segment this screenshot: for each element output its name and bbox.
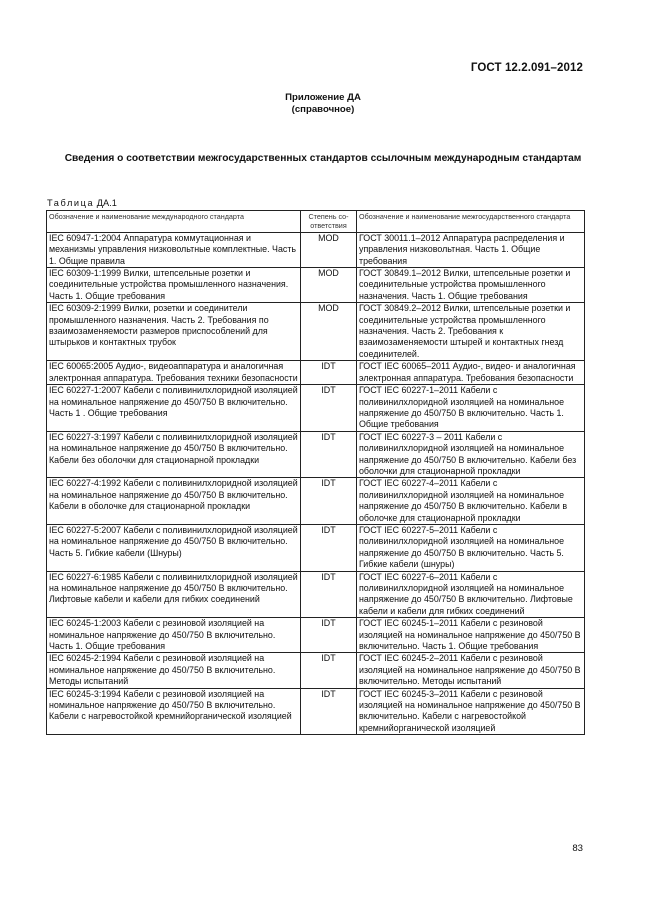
cell-degree: IDT xyxy=(301,618,357,653)
cell-international: IEC 60227-4:1992 Кабели с поливинилхлоридной изоляцией на номинальное напряжение до 450/750 В включительно. Кабели в оболочке для стационарной прокладки xyxy=(47,478,301,525)
cell-international: IEC 60245-2:1994 Кабели с резиновой изоляцией на номинальное напряжение до 450/750 В включительно. Методы испытаний xyxy=(47,653,301,688)
table-row xyxy=(47,385,585,432)
cell-degree: IDT xyxy=(301,524,357,571)
cell-degree: MOD xyxy=(301,303,357,361)
table-row xyxy=(47,688,585,735)
cell-interstate: ГОСТ IEC 60245-3–2011 Кабели с резиновой изоляцией на номинальное напряжение до 450/750 В включительно. Кабели с нагревостойкой кремнийорганической изоляцией xyxy=(357,688,585,735)
column-header-international: Обозначение и наименование международного стандарта xyxy=(47,211,301,233)
cell-international: IEC 60227-3:1997 Кабели с поливинилхлоридной изоляцией на номинальное напряжение до 450/750 В включительно. Кабели без оболочки для стационарной прокладки xyxy=(47,431,301,478)
standard-code: ГОСТ 12.2.091–2012 xyxy=(470,62,583,74)
cell-degree: IDT xyxy=(301,478,357,525)
page-number: 83 xyxy=(572,843,583,854)
cell-degree: IDT xyxy=(301,385,357,432)
table-body xyxy=(47,232,585,734)
table-row xyxy=(47,653,585,688)
cell-international: IEC 60245-1:2003 Кабели с резиновой изоляцией на номинальное напряжение до 450/750 В включительно. Часть 1. Общие требования xyxy=(47,618,301,653)
table-row xyxy=(47,524,585,571)
table-row xyxy=(47,232,585,267)
cell-degree: MOD xyxy=(301,268,357,303)
correspondence-table xyxy=(46,210,585,735)
appendix-title: Приложение ДА xyxy=(285,92,361,103)
table-caption-number: ДА.1 xyxy=(94,198,117,208)
cell-interstate: ГОСТ 30849.1–2012 Вилки, штепсельные розетки и соединительные устройства промышленного назначения. Часть 1. Общие требования xyxy=(357,268,585,303)
table-row xyxy=(47,268,585,303)
table-caption-prefix: Таблица xyxy=(47,198,95,208)
column-header-degree: Степень со-ответствия xyxy=(301,211,357,233)
cell-degree: IDT xyxy=(301,431,357,478)
cell-interstate: ГОСТ 30849.2–2012 Вилки, штепсельные розетки и соединительные устройства промышленного назначения. Часть 2. Требования к взаимозаменяемости штырей и контактных гнезд соединителей. xyxy=(357,303,585,361)
table-row xyxy=(47,303,585,361)
appendix-heading xyxy=(0,92,646,116)
cell-international: IEC 60227-6:1985 Кабели с поливинилхлоридной изоляцией на номинальное напряжение до 450/750 В включительно. Лифтовые кабели и кабели для гибких соединений xyxy=(47,571,301,618)
cell-interstate: ГОСТ IEC 60227-5–2011 Кабели с поливинилхлоридной изоляцией на номинальное напряжение до 450/750 В включительно. Часть 5. Гибкие кабели (шнуры) xyxy=(357,524,585,571)
cell-interstate: ГОСТ IEC 60227-1–2011 Кабели с поливинилхлоридной изоляцией на номинальное напряжение до 450/750 В включительно. Часть 1. Общие требования xyxy=(357,385,585,432)
cell-international: IEC 60227-1:2007 Кабели с поливинилхлоридной изоляцией на номинальное напряжение до 450/750 В включительно. Часть 1 . Общие требования xyxy=(47,385,301,432)
table-header-row xyxy=(47,211,585,233)
table-caption xyxy=(47,198,117,208)
cell-international: IEC 60309-1:1999 Вилки, штепсельные розетки и соединительные устройства промышленного назначения. Часть 1. Общие требования xyxy=(47,268,301,303)
cell-international: IEC 60947-1:2004 Аппаратура коммутационная и механизмы управления низковольтные комплектные. Часть 1. Общие правила xyxy=(47,232,301,267)
table-row xyxy=(47,431,585,478)
cell-interstate: ГОСТ IEC 60245-2–2011 Кабели с резиновой изоляцией на номинальное напряжение до 450/750 В включительно. Методы испытаний xyxy=(357,653,585,688)
appendix-subtitle: (справочное) xyxy=(291,104,355,115)
cell-degree: IDT xyxy=(301,653,357,688)
table-row xyxy=(47,618,585,653)
page-title: Сведения о соответствии межгосударственных стандартов ссылочным международным стандартам xyxy=(64,153,582,164)
column-header-interstate: Обозначение и наименование межгосударственного стандарта xyxy=(357,211,585,233)
cell-international: IEC 60227-5:2007 Кабели с поливинилхлоридной изоляцией на номинальное напряжение до 450/750 В включительно. Часть 5. Гибкие кабели (Шнуры) xyxy=(47,524,301,571)
cell-interstate: ГОСТ IEC 60065–2011 Аудио-, видео- и аналогичная электронная аппаратура. Требования безопасности xyxy=(357,361,585,385)
cell-international: IEC 60065:2005 Аудио-, видеоаппаратура и аналогичная электронная аппаратура. Требования техники безопасности xyxy=(47,361,301,385)
cell-degree: IDT xyxy=(301,361,357,385)
cell-interstate: ГОСТ 30011.1–2012 Аппаратура распределения и управления низковольтная. Часть 1. Общие требования xyxy=(357,232,585,267)
cell-interstate: ГОСТ IEC 60227-3 – 2011 Кабели с поливинилхлоридной изоляцией на номинальное напряжение до 450/750 В включительно. Кабели без оболочки для стационарной прокладки xyxy=(357,431,585,478)
cell-interstate: ГОСТ IEC 60227-6–2011 Кабели с поливинилхлоридной изоляцией на номинальное напряжение до 450/750 В включительно. Лифтовые кабели и кабели для гибких соединений xyxy=(357,571,585,618)
table-row xyxy=(47,571,585,618)
table-row xyxy=(47,478,585,525)
cell-international: IEC 60309-2:1999 Вилки, розетки и соединители промышленного назначения. Часть 2. Требования по взаимозаменяемости размеров приспособлений для штырьков и контактных трубок xyxy=(47,303,301,361)
cell-international: IEC 60245-3:1994 Кабели с резиновой изоляцией на номинальное напряжение до 450/750 В включительно. Кабели с нагревостойкой кремнийорганической изоляцией xyxy=(47,688,301,735)
table-row xyxy=(47,361,585,385)
cell-degree: MOD xyxy=(301,232,357,267)
cell-degree: IDT xyxy=(301,571,357,618)
cell-interstate: ГОСТ IEC 60227-4–2011 Кабели с поливинилхлоридной изоляцией на номинальное напряжение до 450/750 В включительно. Кабели в оболочке для стационарной прокладки xyxy=(357,478,585,525)
cell-degree: IDT xyxy=(301,688,357,735)
cell-interstate: ГОСТ IEC 60245-1–2011 Кабели с резиновой изоляцией на номинальное напряжение до 450/750 В включительно. Часть 1. Общие требования xyxy=(357,618,585,653)
